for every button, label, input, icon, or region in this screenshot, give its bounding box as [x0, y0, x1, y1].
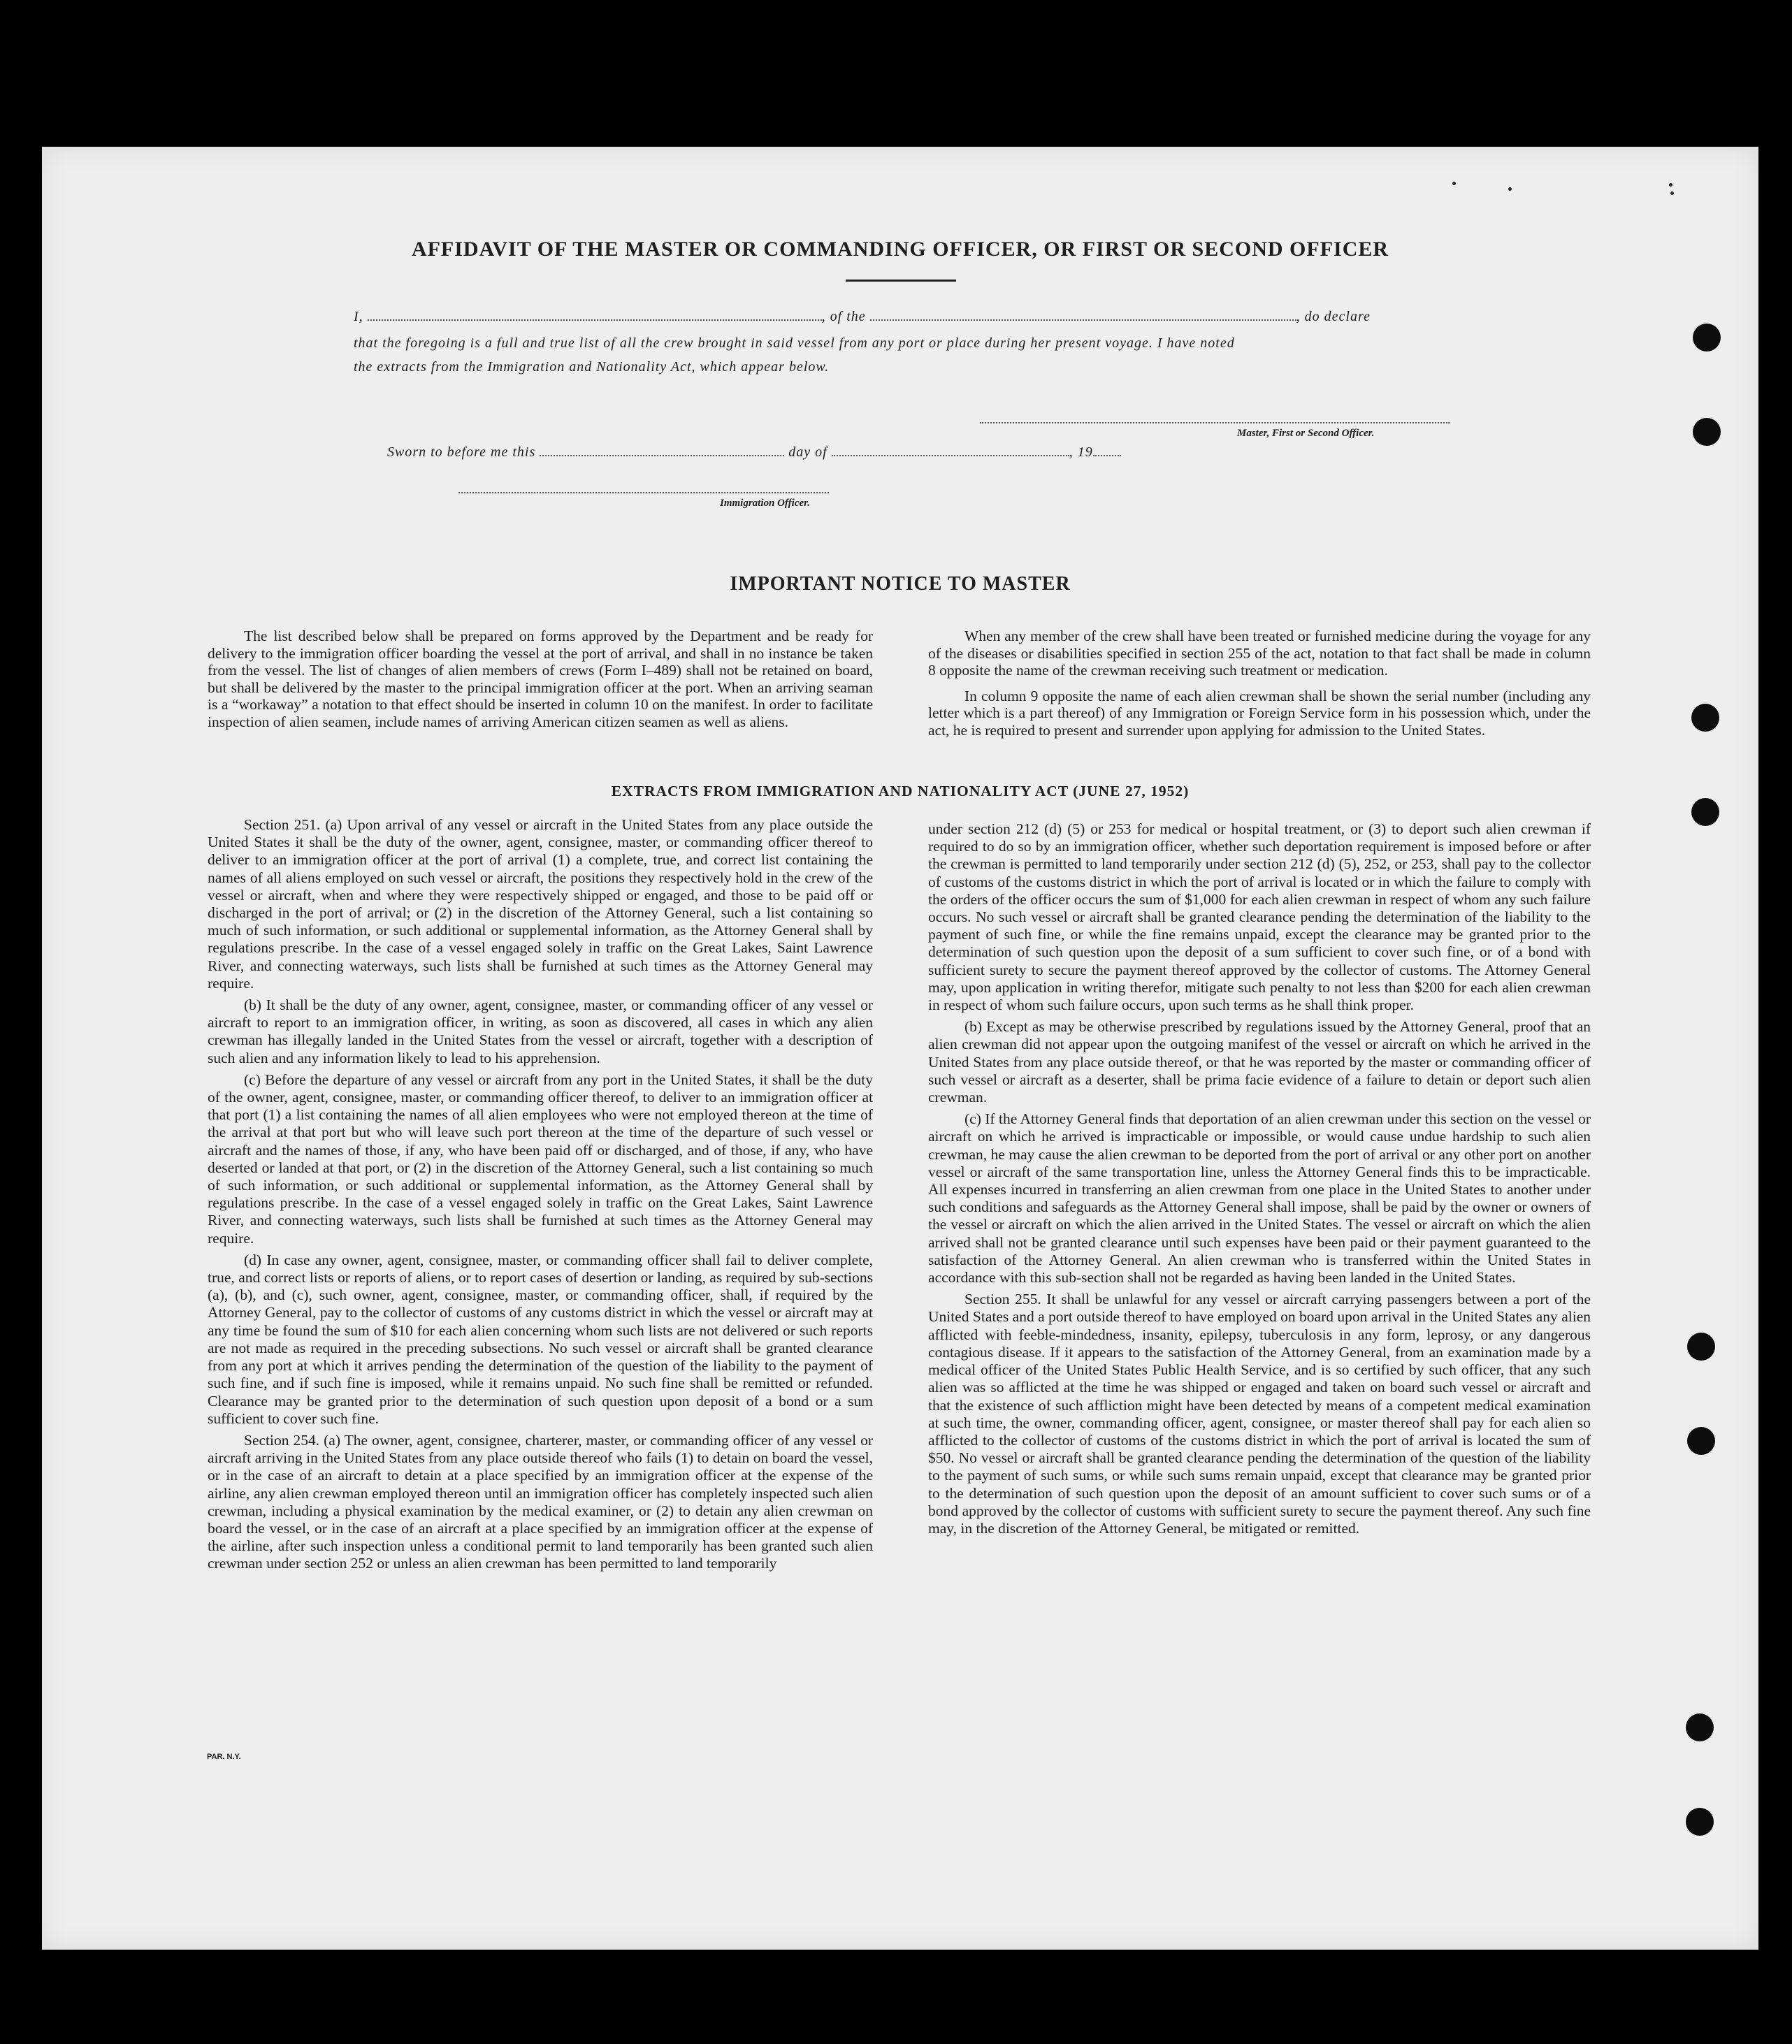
extract-paragraph: (b) Except as may be otherwise prescribed by regulations issued by the Attorney General, proof that an alien crewman did not appear upon the outgoing manifest of the vessel or aircraft on which he arrived in the United States from any place outside thereof, or that he was reported by the master or commanding officer of such vessel or aircraft as a deserter, shall be prima facie evidence of a failure to detain or deport such alien crewman. [928, 1018, 1591, 1106]
extract-paragraph: (b) It shall be the duty of any owner, agent, consignee, master, or commanding officer of any vessel or aircraft to report to an immigration officer, in writing, as soon as discovered, all cases in which any alien crewman has illegally landed in the United States from the vessel or aircraft, together with a description of such alien and any information likely to lead to his apprehension. [208, 996, 873, 1066]
speck [1452, 182, 1456, 185]
extracts-left-column [208, 816, 873, 1577]
extract-paragraph: (c) Before the departure of any vessel or aircraft from any port in the United States, it shall be the duty of the owner, agent, consignee, master, or commanding officer thereof, to deliver to an immigration officer at that port (1) a list containing the names of all alien employees who were not employed thereon at the time of the arrival at that port but who will leave such port thereon at the time of the departure of such vessel or aircraft and the names of those, if any, who have been paid off or discharged, and of those, if any, who have deserted or landed at that port, or (2) in the discretion of the Attorney General, such a list containing so much of such information, or such additional or supplemental information, as the Attorney General shall by regulations prescribe. In the case of a vessel engaged solely in traffic on the Great Lakes, Saint Lawrence River, and connecting waterways, such lists shall be furnished at such times as the Attorney General may require. [208, 1071, 873, 1247]
sworn-year-field[interactable] [1093, 454, 1121, 456]
printer-mark: PAR. N.Y. [207, 1753, 241, 1761]
document-page [42, 147, 1758, 1950]
binder-hole [1686, 1808, 1714, 1836]
binder-hole [1691, 704, 1719, 732]
declaration-line-2: that the foregoing is a full and true list of all the crew brought in said vessel from any port or place during her present voyage. I have noted [354, 335, 1235, 351]
notice-right-paragraph-1: When any member of the crew shall have been treated or furnished medicine during the voyage for any of the diseases or disabilities specified in section 255 of the act, notation to that fact shall be made in column 8 opposite the name of the crewman receiving such treatment or medication. [928, 628, 1591, 679]
sworn-prefix: Sworn to before me this [387, 444, 536, 460]
declaration-of-the: , of the [821, 309, 866, 324]
officer-signature-line[interactable] [458, 492, 829, 493]
notice-left-column [208, 628, 873, 734]
title-rule [846, 280, 956, 282]
vessel-field[interactable] [870, 319, 1296, 321]
binder-hole [1687, 1427, 1715, 1455]
master-signature-line[interactable] [980, 422, 1450, 423]
extract-paragraph: (d) In case any owner, agent, consignee, master, or commanding officer shall fail to deliver complete, true, and correct lists or reports of aliens, or to report cases of desertion or landing, as required by sub-sections (a), (b), and (c), such owner, agent, consignee, master, or commanding officer, shall, if required by the Attorney General, pay to the collector of customs of any customs district in which the vessel or aircraft may at any time be found the sum of $10 for each alien concerning whom such lists are not delivered or such reports are not made as required in the preceding subsections. No such vessel or aircraft shall be granted clearance from any port at which it arrives pending the determination of the question of the liability to the payment of such fine, and if such fine is imposed, while it remains unpaid. No such fine shall be remitted or refunded. Clearance may be granted prior to the determination of such question upon deposit of a bond or a sum sufficient to cover such fine. [208, 1251, 873, 1427]
notice-left-paragraph: The list described below shall be prepared on forms approved by the Department and be ready for delivery to the immigration officer boarding the vessel at the port of arrival, and shall in no instance be taken from the vessel. The list of changes of alien members of crews (Form I–489) shall not be retained on board, but shall be delivered by the master to the principal immigration officer at the port. When an arriving seaman is a “workaway” a notation to that effect should be inserted in column 10 on the manifest. In order to facilitate inspection of alien seamen, include names of arriving American citizen seamen as well as aliens. [208, 628, 873, 730]
speck [1508, 187, 1512, 191]
name-field[interactable] [368, 319, 822, 321]
sworn-day-field[interactable] [540, 454, 784, 456]
extracts-right-column [928, 820, 1591, 1542]
extract-paragraph: under section 212 (d) (5) or 253 for medical or hospital treatment, or (3) to deport such alien crewman if required to do so by an immigration officer, whether such deportation requirement is imposed before or after the crewman is permitted to land temporarily under section 212 (d) (5), 252, or 253, shall pay to the collector of customs of the customs district in which the port of arrival is located or in which the failure to comply with the orders of the officer occurs the sum of $1,000 for each alien crewman in respect of whom any such failure occurs. No such vessel or aircraft shall be granted clearance pending the determination of the liability to the payment of such fine, or while the fine remains unpaid, except the clearance may be granted prior to the determination of such question upon the deposit of a sum sufficient to cover such fine, or of a bond with sufficient surety to secure the payment thereof approved by the collector of customs. The Attorney General may, upon application in writing therefor, mitigate such penalty to not less than $200 for each alien crewman in respect of whom such failure occurs, upon such terms as he shall think proper. [928, 820, 1591, 1014]
binder-hole [1693, 324, 1721, 351]
binder-hole [1691, 798, 1719, 826]
extract-paragraph: Section 255. It shall be unlawful for any vessel or aircraft carrying passengers between a port of the United States and a port outside thereof to have employed on board upon arrival in the United States any alien afflicted with feeble-mindedness, insanity, epilepsy, tuberculosis in any form, leprosy, or any dangerous contagious disease. If it appears to the satisfaction of the Attorney General, from an examination made by a medical officer of the United States Public Health Service, and is so certified by such officer, that any such alien was so afflicted at the time he was shipped or engaged and taken on board such vessel or aircraft and that the existence of such affliction might have been detected by means of a competent medical examination at such time, the owner, commanding officer, agent, consignee, or master thereof shall pay for each alien so afflicted to the collector of customs of the customs district in which the port of arrival is located the sum of $50. No vessel or aircraft shall be granted clearance pending the determination of the question of the liability to the payment of such sums, or while such sums remain unpaid, except that clearance may be granted prior to the determination of such question upon the deposit of an amount sufficient to cover such sums or of a bond approved by the collector of customs with sufficient surety to secure the payment thereof. Any such fine may, in the discretion of the Attorney General, be mitigated or remitted. [928, 1291, 1591, 1537]
declaration-line-3: the extracts from the Immigration and Nationality Act, which appear below. [354, 359, 830, 375]
extract-paragraph: Section 254. (a) The owner, agent, consignee, charterer, master, or commanding officer of any vessel or aircraft arriving in the United States from any place outside thereof who fails (1) to detain on board the vessel, or in the case of an aircraft to detain at a place specified by an immigration officer at the expense of the airline, any alien crewman employed thereon until an immigration officer has completely inspected such alien crewman, including a physical examination by the medical examiner, or (2) to detain any alien crewman on board the vessel, or in the case of an aircraft at a place specified by an immigration officer at the expense of the airline, after such inspection unless a conditional permit to land temporarily has been granted such alien crewman under section 252 or unless an alien crewman has been permitted to land temporarily [208, 1431, 873, 1572]
declaration-do-declare: , do declare [1296, 309, 1371, 324]
binder-hole [1693, 418, 1721, 446]
declaration-line-1 [354, 309, 1371, 325]
sworn-line [387, 444, 1121, 461]
notice-right-paragraph-2: In column 9 opposite the name of each alien crewman shall be shown the serial number (including any letter which is a part thereof) of any Immigration or Foreign Service form in his possession which, under the act, he is required to present and surrender upon applying for admission to the United States. [928, 687, 1591, 739]
extract-paragraph: Section 251. (a) Upon arrival of any vessel or aircraft in the United States from any place outside the United States it shall be the duty of the owner, agent, consignee, master, or commanding officer thereof to deliver to an immigration officer at the port of arrival (1) a complete, true, and correct list containing the names of all aliens employed on such vessel or aircraft, the positions they respectively hold in the crew of the vessel or aircraft, when and where they were respectively shipped or engaged, and those to be paid off or discharged in the port of arrival; or (2) in the discretion of the Attorney General, such a list containing so much of such information, or such additional or supplemental information, as the Attorney General shall by regulations prescribe. In the case of a vessel engaged solely in traffic on the Great Lakes, Saint Lawrence River, and connecting waterways, such lists shall be furnished at such times as the Attorney General may require. [208, 816, 873, 992]
notice-right-column [928, 628, 1591, 743]
affidavit-title: AFFIDAVIT OF THE MASTER OR COMMANDING OFFICER, OR FIRST OR SECOND OFFICER [411, 238, 1389, 261]
binder-hole [1686, 1713, 1714, 1741]
sworn-month-field[interactable] [832, 454, 1069, 456]
extracts-title: EXTRACTS FROM IMMIGRATION AND NATIONALITY ACT (JUNE 27, 1952) [611, 783, 1190, 799]
speck [1670, 191, 1674, 195]
declaration-i: I, [354, 309, 363, 324]
binder-hole [1687, 1333, 1715, 1361]
officer-caption: Immigration Officer. [720, 498, 810, 509]
master-caption: Master, First or Second Officer. [1237, 428, 1375, 439]
sworn-day-of: day of [788, 444, 828, 460]
extract-paragraph: (c) If the Attorney General finds that deportation of an alien crewman under this section on the vessel or aircraft on which he arrived is impracticable or impossible, or would cause undue hardship to such alien crewman, he may cause the alien crewman to be deported from the port of arrival or any other port on another vessel or aircraft of the same transportation line, unless the Attorney General finds this to be impracticable. All expenses incurred in transferring an alien crewman from one place in the United States to another under such conditions and safeguards as the Attorney General shall impose, shall be paid by the owner or owners of the vessel or aircraft on which the alien arrived in the United States. The vessel or aircraft on which the alien arrived shall not be granted clearance until such expenses have been paid or their payment guaranteed to the satisfaction of the Attorney General. An alien crewman who is transferred within the United States in accordance with this sub-section shall not be regarded as having been landed in the United States. [928, 1110, 1591, 1286]
sworn-year: , 19 [1069, 444, 1093, 460]
notice-title: IMPORTANT NOTICE TO MASTER [730, 573, 1071, 595]
speck [1669, 183, 1672, 187]
